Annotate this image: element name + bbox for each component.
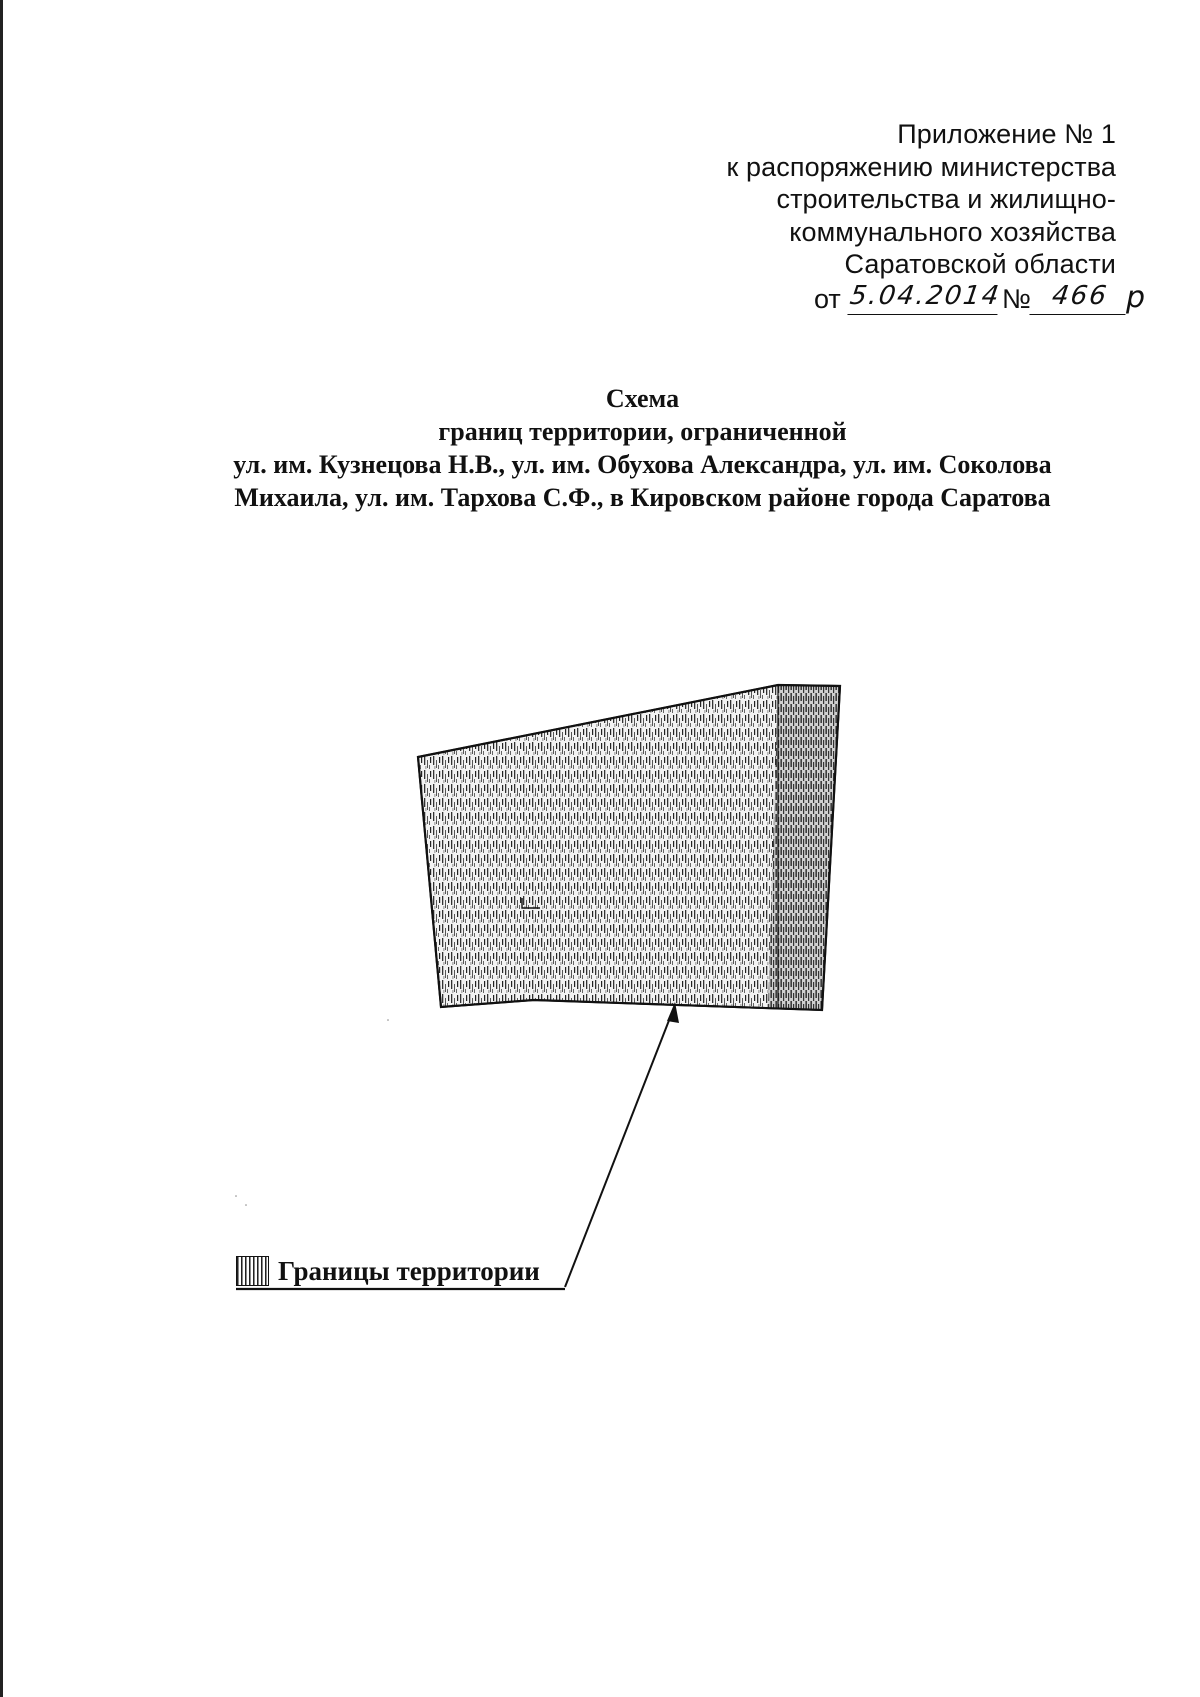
handwritten-number-suffix: р [1126,280,1146,315]
appendix-header [727,118,1117,281]
scan-edge [0,0,3,1697]
leader-arrowhead [667,1002,679,1023]
legend-label: Границы территории [278,1255,540,1286]
legend [236,1251,540,1291]
document-title [160,382,1125,514]
appendix-line: коммунального хозяйства [789,216,1116,247]
scan-speck [387,1019,389,1021]
handwritten-number: 466 [1029,278,1130,315]
appendix-line: к распоряжению министерства [726,151,1116,182]
appendix-line: Приложение № 1 [897,119,1116,149]
territory-area-dense-strip [768,685,840,1010]
appendix-line: строительства и жилищно- [776,184,1116,215]
territory-area [418,685,840,1010]
small-mark [522,898,540,908]
scan-speck [235,1195,237,1197]
handwritten-date: 5.04.2014 [847,278,1002,315]
title-line: Михаила, ул. им. Тархова С.Ф., в Кировском районе города Саратова [234,483,1051,512]
leader-line [565,1005,675,1287]
title-line: границ территории, ограниченной [438,417,847,446]
decree-date-number [814,278,1144,322]
number-prefix: № [1002,284,1031,314]
territory-boundary [418,685,840,1010]
title-line: ул. им. Кузнецова Н.В., ул. им. Обухова Александра, ул. им. Соколова [233,450,1052,479]
legend-swatch-hatch [236,1256,269,1286]
scan-speck [245,1204,247,1206]
date-prefix: от [814,284,841,314]
title-line: Схема [605,384,680,413]
appendix-line: Саратовской области [844,249,1116,280]
